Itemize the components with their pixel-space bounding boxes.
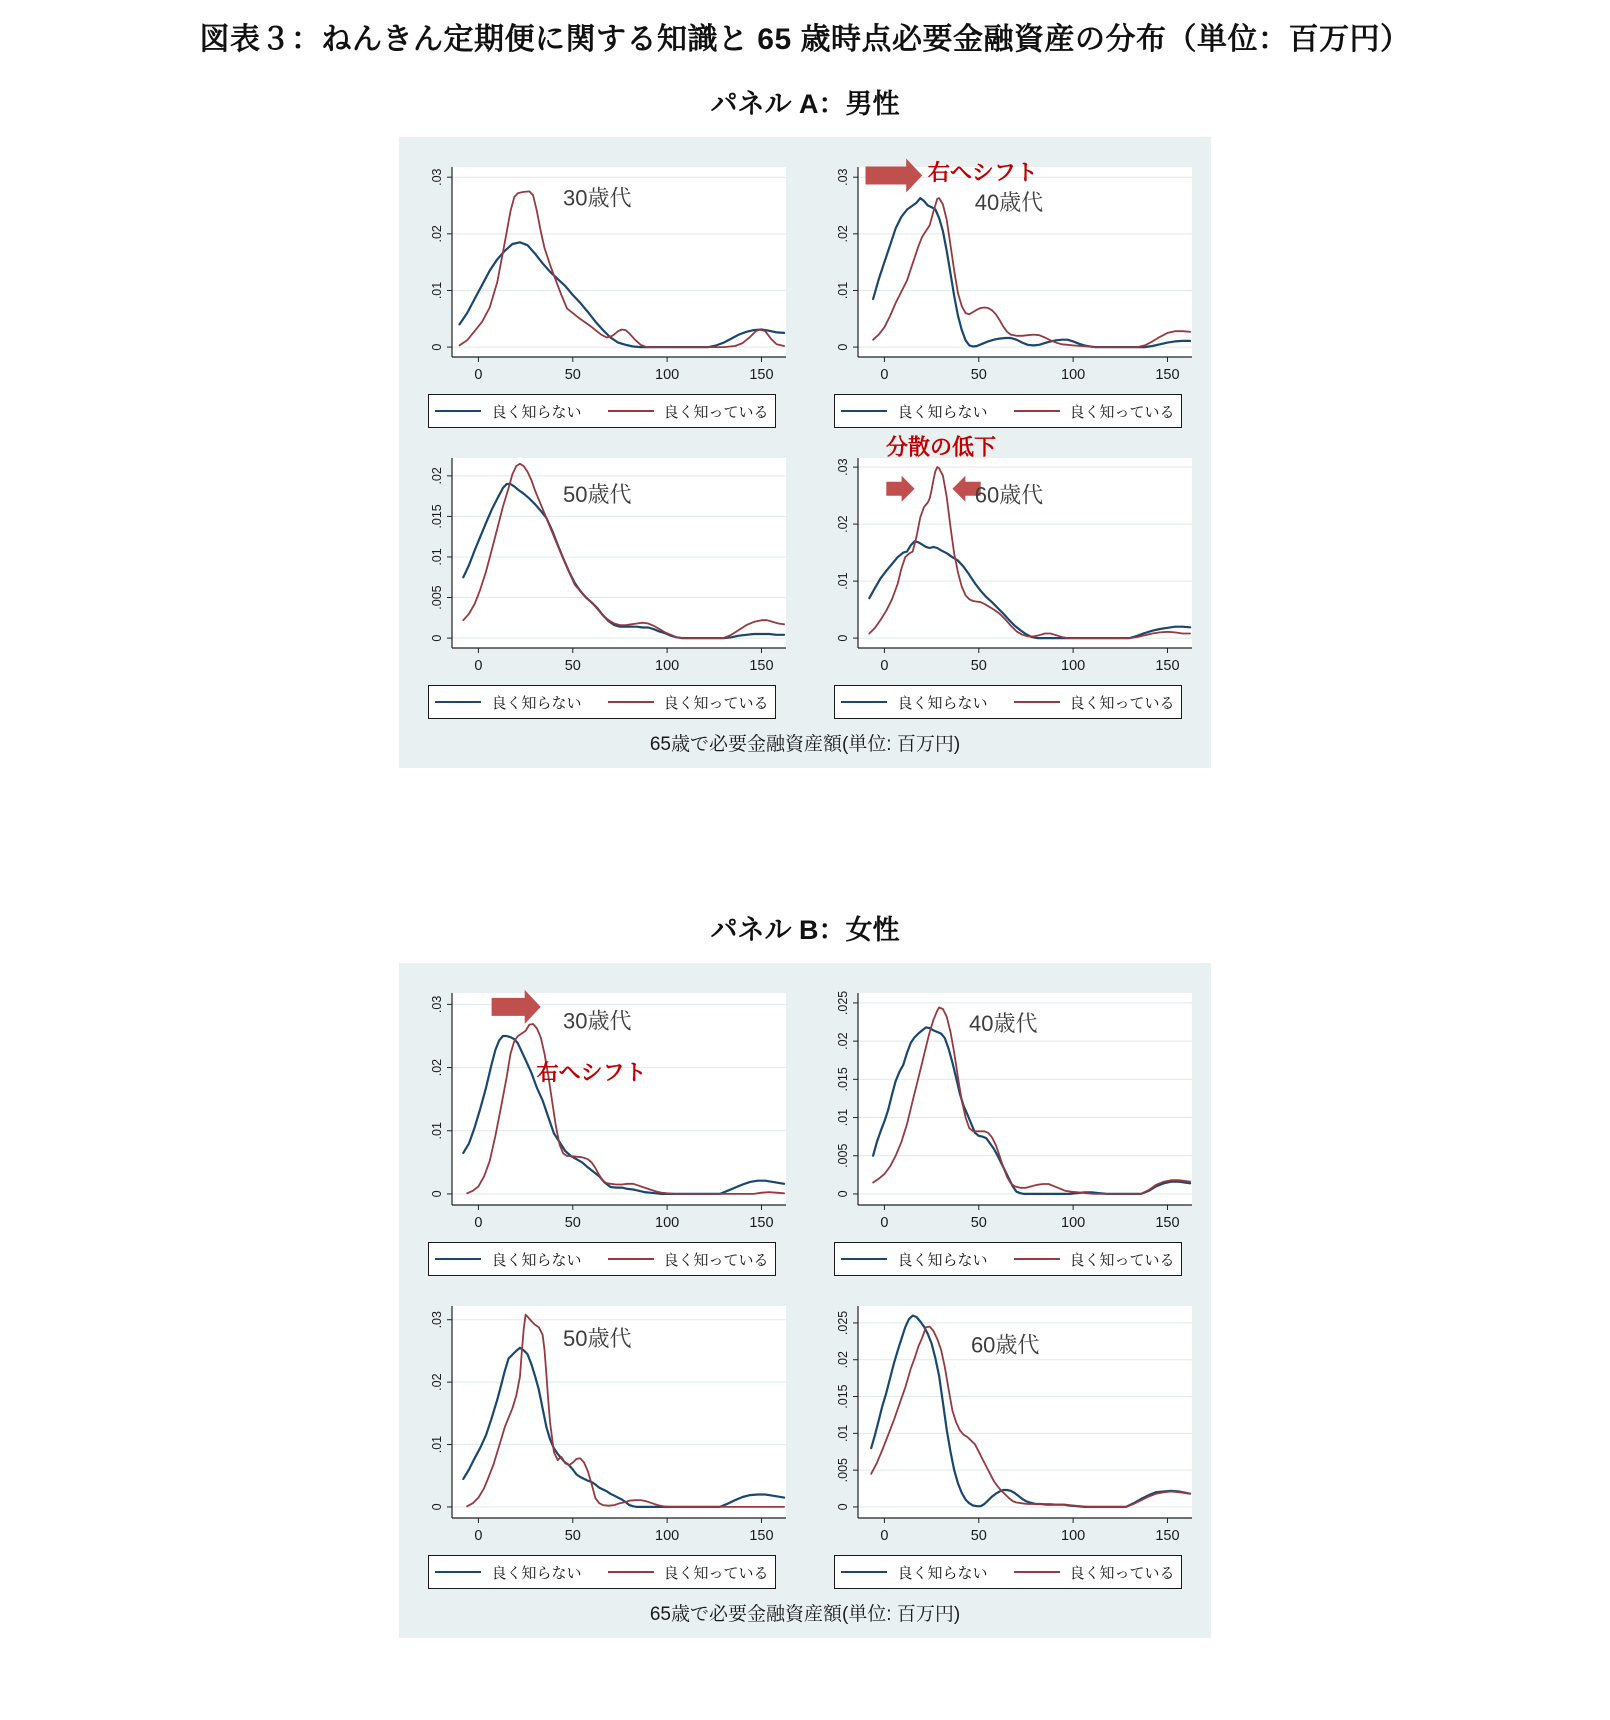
x-axis-caption: 65歳で必要金融資産額(単位: 百万円) (649, 1604, 961, 1625)
legend (834, 394, 1182, 428)
age-label: 50歳代 (563, 481, 632, 507)
x-tick-label: 150 (749, 1215, 774, 1231)
legend-line-doesnt-know (435, 701, 481, 703)
subplot-a-50s (406, 442, 798, 719)
x-tick-label: 0 (880, 367, 889, 383)
y-tick-label: .01 (836, 281, 850, 300)
y-tick-label: .01 (836, 1108, 850, 1127)
legend-label-doesnt-know: 良く知らない (897, 1564, 988, 1582)
y-tick-label: .03 (430, 995, 444, 1014)
x-tick-label: 0 (474, 367, 483, 383)
legend-label-knows: 良く知っている (1069, 1251, 1175, 1269)
y-tick-label: .02 (430, 1373, 444, 1391)
age-label: 30歳代 (563, 1008, 632, 1034)
x-tick-label: 150 (749, 367, 774, 383)
legend-label-doesnt-know: 良く知らない (491, 403, 582, 421)
legend-label-doesnt-know: 良く知らない (897, 403, 988, 421)
legend-label-knows: 良く知っている (1069, 694, 1175, 712)
x-tick-label: 100 (655, 367, 680, 383)
y-tick-label: .02 (836, 225, 850, 243)
figure-title: 図表３：ねんきん定期便に関する知識と 65 歳時点必要金融資産の分布（単位：百万円） (199, 23, 1411, 56)
y-tick-label: .02 (836, 1351, 850, 1369)
shift-right-label: 右へシフト (927, 160, 1038, 186)
x-tick-label: 50 (970, 658, 987, 674)
age-label: 30歳代 (563, 185, 632, 211)
y-tick-label: 0 (836, 1190, 850, 1198)
x-tick-label: 100 (655, 658, 680, 674)
panel-a-heading: パネル A：男性 (710, 89, 900, 119)
y-tick-label: .01 (430, 1435, 444, 1454)
y-tick-label: .02 (836, 1032, 850, 1050)
y-tick-label: 0 (430, 343, 444, 351)
density-chart-a-30s (406, 151, 798, 391)
x-tick-label: 50 (564, 1528, 581, 1544)
legend-label-doesnt-know: 良く知らない (491, 694, 582, 712)
x-tick-label: 50 (970, 1215, 987, 1231)
legend-line-knows (1014, 410, 1060, 412)
y-tick-label: .01 (836, 1424, 850, 1443)
legend-line-doesnt-know (841, 410, 887, 412)
density-chart-b-40s (812, 977, 1204, 1239)
legend-label-doesnt-know: 良く知らない (491, 1251, 582, 1269)
y-tick-label: .03 (430, 168, 444, 186)
legend-line-knows (608, 1571, 654, 1573)
x-tick-label: 0 (880, 1215, 889, 1231)
y-tick-label: .02 (430, 1058, 444, 1077)
subplot-a-30s (406, 151, 798, 428)
legend (428, 394, 776, 428)
figure-page (75, 0, 1535, 1638)
legend-line-knows (1014, 1258, 1060, 1260)
y-tick-label: .02 (430, 225, 444, 243)
y-tick-label: .005 (836, 1143, 850, 1168)
panel-b (399, 963, 1211, 1638)
legend (428, 1555, 776, 1589)
age-label: 60歳代 (974, 482, 1044, 508)
subplot-b-40s (812, 977, 1204, 1276)
x-tick-label: 0 (474, 1528, 483, 1544)
x-tick-label: 0 (474, 1215, 483, 1231)
x-tick-label: 0 (880, 658, 889, 674)
x-tick-label: 50 (564, 367, 581, 383)
legend-label-knows: 良く知っている (663, 403, 769, 421)
y-tick-label: .03 (836, 168, 850, 186)
density-chart-b-60s (812, 1290, 1204, 1552)
subplot-b-50s (406, 1290, 798, 1589)
legend-label-knows: 良く知っている (1069, 403, 1175, 421)
legend-line-doesnt-know (841, 701, 887, 703)
legend-label-knows: 良く知っている (663, 1564, 769, 1582)
legend-line-knows (608, 701, 654, 703)
x-tick-label: 100 (1061, 1528, 1086, 1544)
density-chart-a-60s (812, 434, 1204, 682)
panel-a-grid (399, 151, 1211, 719)
panel-a (399, 137, 1211, 768)
legend-line-knows (608, 410, 654, 412)
age-label: 40歳代 (969, 1011, 1038, 1037)
x-tick-label: 100 (1061, 658, 1086, 674)
legend-label-knows: 良く知っている (663, 1251, 769, 1269)
legend-line-doesnt-know (841, 1258, 887, 1260)
y-tick-label: .025 (836, 990, 850, 1016)
x-tick-label: 50 (970, 1528, 987, 1544)
x-tick-label: 150 (1155, 367, 1180, 383)
y-tick-label: .02 (430, 467, 444, 485)
density-chart-b-30s (406, 977, 798, 1239)
y-tick-label: .005 (430, 585, 444, 610)
y-tick-label: 0 (430, 634, 444, 642)
density-chart-a-40s (812, 151, 1204, 391)
legend-line-knows (1014, 701, 1060, 703)
density-chart-b-50s (406, 1290, 798, 1552)
panel-b-grid (399, 977, 1211, 1589)
legend (428, 1242, 776, 1276)
y-tick-label: .01 (430, 1122, 444, 1140)
y-tick-label: .025 (836, 1310, 850, 1336)
x-tick-label: 0 (880, 1528, 889, 1544)
age-label: 40歳代 (974, 190, 1044, 216)
y-tick-label: .01 (836, 572, 850, 590)
legend (834, 685, 1182, 719)
x-tick-label: 100 (655, 1215, 680, 1231)
x-tick-label: 100 (1061, 367, 1086, 383)
x-tick-label: 100 (655, 1528, 680, 1544)
age-label: 60歳代 (970, 1332, 1040, 1358)
subplot-b-60s (812, 1290, 1204, 1589)
y-tick-label: .015 (836, 1067, 850, 1092)
legend-line-knows (608, 1258, 654, 1260)
legend-line-knows (1014, 1571, 1060, 1573)
y-tick-label: 0 (836, 634, 850, 642)
subplot-a-40s (812, 151, 1204, 428)
variance-drop-label: 分散の低下 (886, 434, 997, 460)
legend-label-doesnt-know: 良く知らない (897, 694, 988, 712)
x-tick-label: 50 (564, 1215, 581, 1231)
shift-right-label: 右へシフト (536, 1060, 647, 1086)
y-tick-label: .03 (836, 458, 850, 476)
x-axis-caption: 65歳で必要金融資産額(単位: 百万円) (649, 734, 961, 755)
y-tick-label: .01 (430, 281, 444, 300)
y-tick-label: 0 (430, 1190, 444, 1198)
x-tick-label: 0 (474, 658, 483, 674)
legend-label-knows: 良く知っている (663, 694, 769, 712)
density-chart-a-50s (406, 442, 798, 682)
x-tick-label: 150 (1155, 1215, 1180, 1231)
x-tick-label: 50 (970, 367, 987, 383)
legend-line-doesnt-know (435, 410, 481, 412)
subplot-b-30s (406, 977, 798, 1276)
legend-label-knows: 良く知っている (1069, 1564, 1175, 1582)
panel-b-heading: パネル B：女性 (710, 915, 900, 945)
y-tick-label: 0 (836, 1503, 850, 1511)
subplot-a-60s (812, 434, 1204, 719)
x-tick-label: 100 (1061, 1215, 1086, 1231)
x-tick-label: 150 (749, 1528, 774, 1544)
legend-line-doesnt-know (435, 1258, 481, 1260)
x-tick-label: 50 (564, 658, 581, 674)
legend-label-doesnt-know: 良く知らない (897, 1251, 988, 1269)
y-tick-label: .015 (836, 1384, 850, 1409)
y-tick-label: .005 (836, 1457, 850, 1483)
x-tick-label: 150 (749, 658, 774, 674)
legend (834, 1242, 1182, 1276)
age-label: 50歳代 (563, 1325, 632, 1351)
y-tick-label: .03 (430, 1311, 444, 1329)
legend-label-doesnt-know: 良く知らない (491, 1564, 582, 1582)
y-tick-label: .01 (430, 548, 444, 566)
y-tick-label: .015 (430, 504, 444, 529)
legend (834, 1555, 1182, 1589)
legend (428, 685, 776, 719)
legend-line-doesnt-know (435, 1571, 481, 1573)
legend-line-doesnt-know (841, 1571, 887, 1573)
y-tick-label: 0 (836, 343, 850, 351)
x-tick-label: 150 (1155, 1528, 1180, 1544)
y-tick-label: .02 (836, 515, 850, 533)
x-tick-label: 150 (1155, 658, 1180, 674)
y-tick-label: 0 (430, 1503, 444, 1511)
